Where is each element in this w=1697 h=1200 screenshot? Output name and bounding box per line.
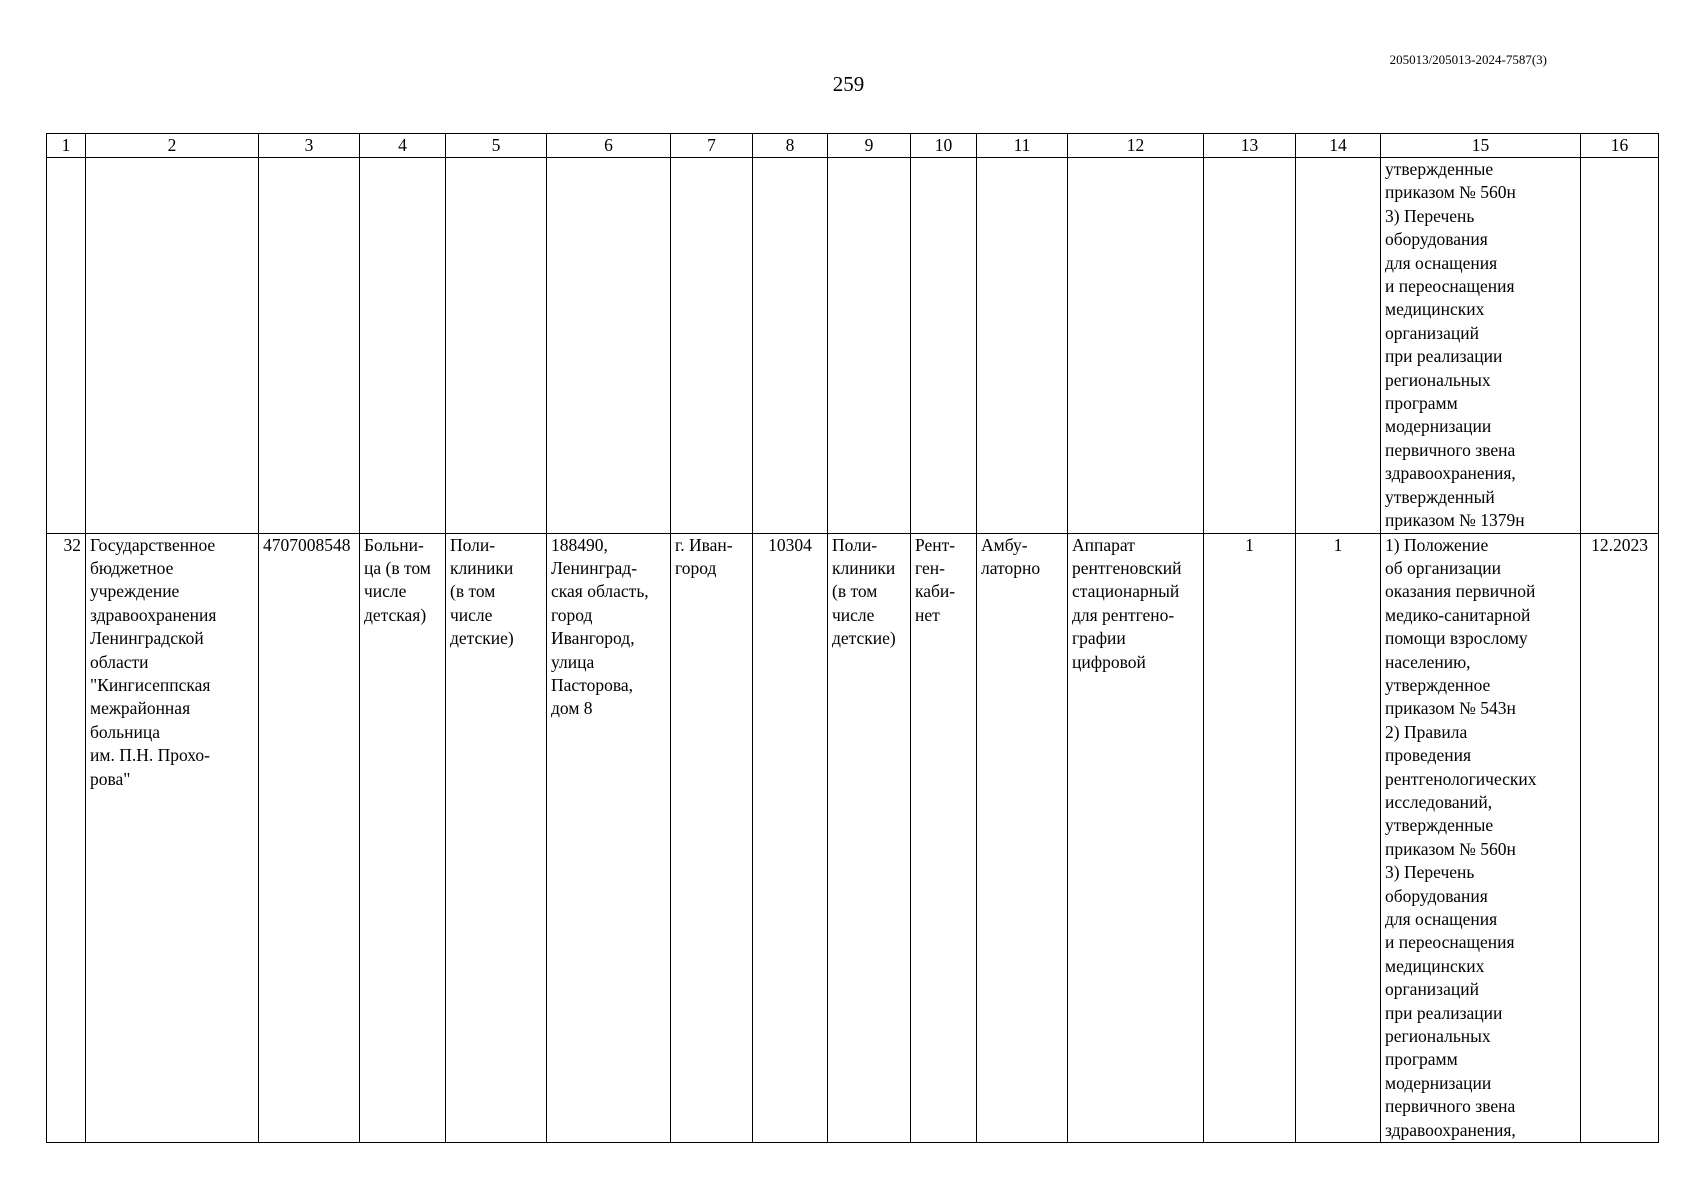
column-number-header-row <box>47 134 1659 158</box>
cell-org-type: Больни- ца (в том числе детская) <box>360 533 446 1143</box>
column-header: 2 <box>86 134 259 158</box>
column-header: 6 <box>547 134 671 158</box>
cell-unit-type <box>446 158 547 534</box>
cell-quantity <box>1204 158 1296 534</box>
cell-regulations: утвержденные приказом № 560н 3) Перечень оборудования для оснащения и переоснащения медицинских организаций при реализации региональных программ модернизации первичного звена здравоохранения, утвержденный приказом № 1379н <box>1381 158 1581 534</box>
cell-equipment: Аппарат рентгеновский стационарный для рентгено- графии цифровой <box>1068 533 1204 1143</box>
cell-row-number <box>47 158 86 534</box>
cell-division <box>828 158 911 534</box>
register-table <box>46 133 1659 1143</box>
cell-code: 10304 <box>753 533 828 1143</box>
cell-org-type <box>360 158 446 534</box>
cell-quantity-2 <box>1296 158 1381 534</box>
cell-regulations: 1) Положение об организации оказания первичной медико-санитарной помощи взрослому населению, утвержденное приказом № 543н 2) Правила проведения рентгенологических исследований, утвержденные приказом № 560н 3) Перечень оборудования для оснащения и переоснащения медицинских организаций при реализации региональных программ модернизации первичного звена здравоохранения, <box>1381 533 1581 1143</box>
column-header: 10 <box>911 134 977 158</box>
table-row <box>47 158 1659 534</box>
cell-organization-name: Государственное бюджетное учреждение здравоохранения Ленинградской области "Кингисеппская межрайонная больница им. П.Н. Прохо- рова" <box>86 533 259 1143</box>
cell-date <box>1581 158 1659 534</box>
column-header: 3 <box>259 134 360 158</box>
cell-quantity: 1 <box>1204 533 1296 1143</box>
cell-equipment <box>1068 158 1204 534</box>
column-header: 1 <box>47 134 86 158</box>
cell-inn <box>259 158 360 534</box>
page-number: 259 <box>832 72 865 96</box>
cell-locality <box>671 158 753 534</box>
column-header: 12 <box>1068 134 1204 158</box>
column-header: 14 <box>1296 134 1381 158</box>
cell-locality: г. Иван- город <box>671 533 753 1143</box>
column-header: 4 <box>360 134 446 158</box>
column-header: 5 <box>446 134 547 158</box>
column-header: 8 <box>753 134 828 158</box>
column-header: 7 <box>671 134 753 158</box>
cell-inn: 4707008548 <box>259 533 360 1143</box>
cell-row-number: 32 <box>47 533 86 1143</box>
cell-room: Рент- ген- каби- нет <box>911 533 977 1143</box>
column-header: 16 <box>1581 134 1659 158</box>
cell-code <box>753 158 828 534</box>
cell-unit-type: Поли- клиники (в том числе детские) <box>446 533 547 1143</box>
cell-care-mode <box>977 158 1068 534</box>
column-header: 11 <box>977 134 1068 158</box>
cell-room <box>911 158 977 534</box>
cell-date: 12.2023 <box>1581 533 1659 1143</box>
column-header: 15 <box>1381 134 1581 158</box>
cell-division: Поли- клиники (в том числе детские) <box>828 533 911 1143</box>
column-header: 9 <box>828 134 911 158</box>
cell-quantity-2: 1 <box>1296 533 1381 1143</box>
cell-organization-name <box>86 158 259 534</box>
column-header: 13 <box>1204 134 1296 158</box>
cell-address: 188490, Ленинград- ская область, город Ивангород, улица Пасторова, дом 8 <box>547 533 671 1143</box>
cell-address <box>547 158 671 534</box>
cell-care-mode: Амбу- латорно <box>977 533 1068 1143</box>
table-row <box>47 533 1659 1143</box>
document-id: 205013/205013-2024-7587(3) <box>1389 52 1547 67</box>
